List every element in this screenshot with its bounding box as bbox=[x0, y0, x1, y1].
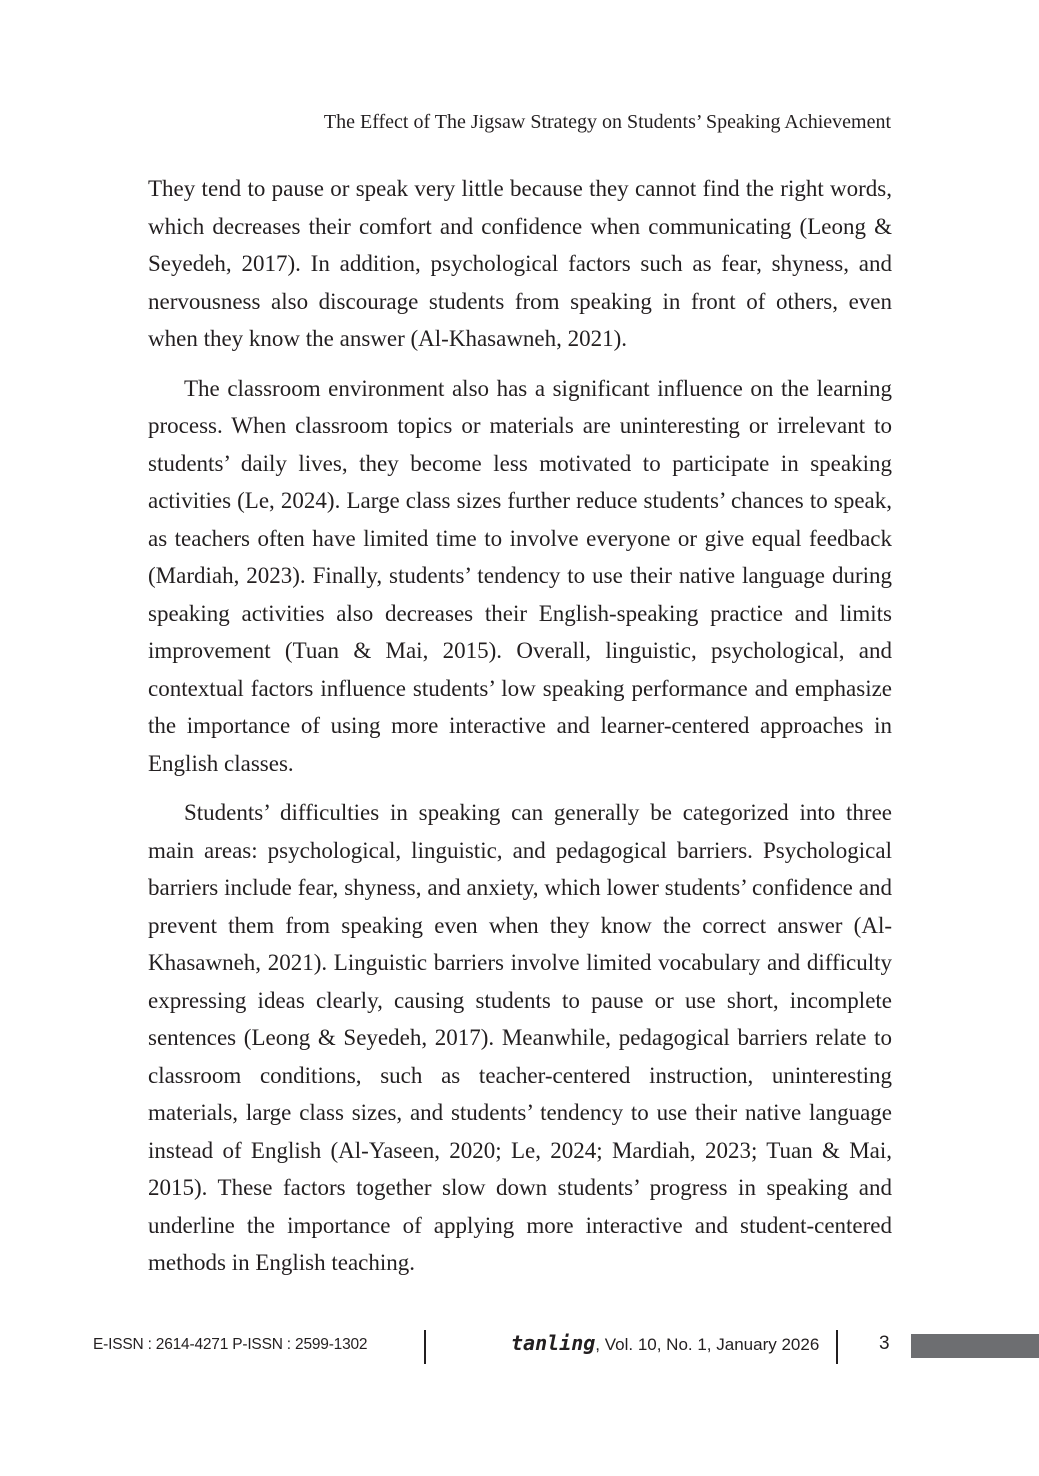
footer-divider bbox=[836, 1330, 838, 1364]
paragraph-2: The classroom environment also has a significant influence on the learning process. When classroom topics or materials are uninteresting or irrelevant to students’ daily lives, they become less motivated to participate in speaking activities (Le, 2024). Large class sizes further reduce students’ chances to speak, as teachers often have limited time to involve everyone or give equal feedback (Mardiah, 2023). Finally, students’ tendency to use their native language during speaking activities also decreases their English-speaking practice and limits improvement (Tuan & Mai, 2015). Overall, linguistic, psychological, and contextual factors influence students’ low speaking performance and emphasize the importance of using more interactive and learner-centered approaches in English classes. bbox=[148, 375, 892, 776]
footer-side-bar bbox=[911, 1334, 1039, 1358]
footer-divider bbox=[424, 1330, 426, 1364]
journal-citation bbox=[511, 1331, 819, 1357]
running-header: The Effect of The Jigsaw Strategy on Students’ Speaking Achievement bbox=[323, 111, 891, 133]
journal-volume: , Vol. 10, No. 1, January 2026 bbox=[595, 1335, 820, 1354]
page-footer bbox=[0, 1330, 1039, 1370]
body-text bbox=[148, 170, 892, 1294]
journal-logo: tanling bbox=[511, 1331, 596, 1355]
paragraph-1: They tend to pause or speak very little because they cannot find the right words, which decreases their comfort and confidence when communicating (Leong & Seyedeh, 2017). In addition, psychological factors such as fear, shyness, and nervousness also discourage students from speaking in front of others, even when they know the answer (Al-Khasawneh, 2021). bbox=[148, 176, 892, 351]
issn-text: E-ISSN : 2614-4271 P-ISSN : 2599-1302 bbox=[93, 1336, 368, 1353]
page-number: 3 bbox=[879, 1333, 890, 1354]
paragraph-3: Students’ difficulties in speaking can generally be categorized into three main areas: psychological, linguistic, and pedagogical barriers. Psychological barriers include fear, shyness, and anxiety, which lower students’ confidence and prevent them from speaking even when they know the correct answer (Al-Khasawneh, 2021). Linguistic barriers involve limited vocabulary and difficulty expressing ideas clearly, causing students to pause or use short, incomplete sentences (Leong & Seyedeh, 2017). Meanwhile, pedagogical barriers relate to classroom conditions, such as teacher-centered instruction, uninteresting materials, large class sizes, and students’ tendency to use their native language instead of English (Al-Yaseen, 2020; Le, 2024; Mardiah, 2023; Tuan & Mai, 2015). These factors together slow down students’ progress in speaking and underline the importance of applying more interactive and student-centered methods in English teaching. bbox=[148, 800, 892, 1275]
